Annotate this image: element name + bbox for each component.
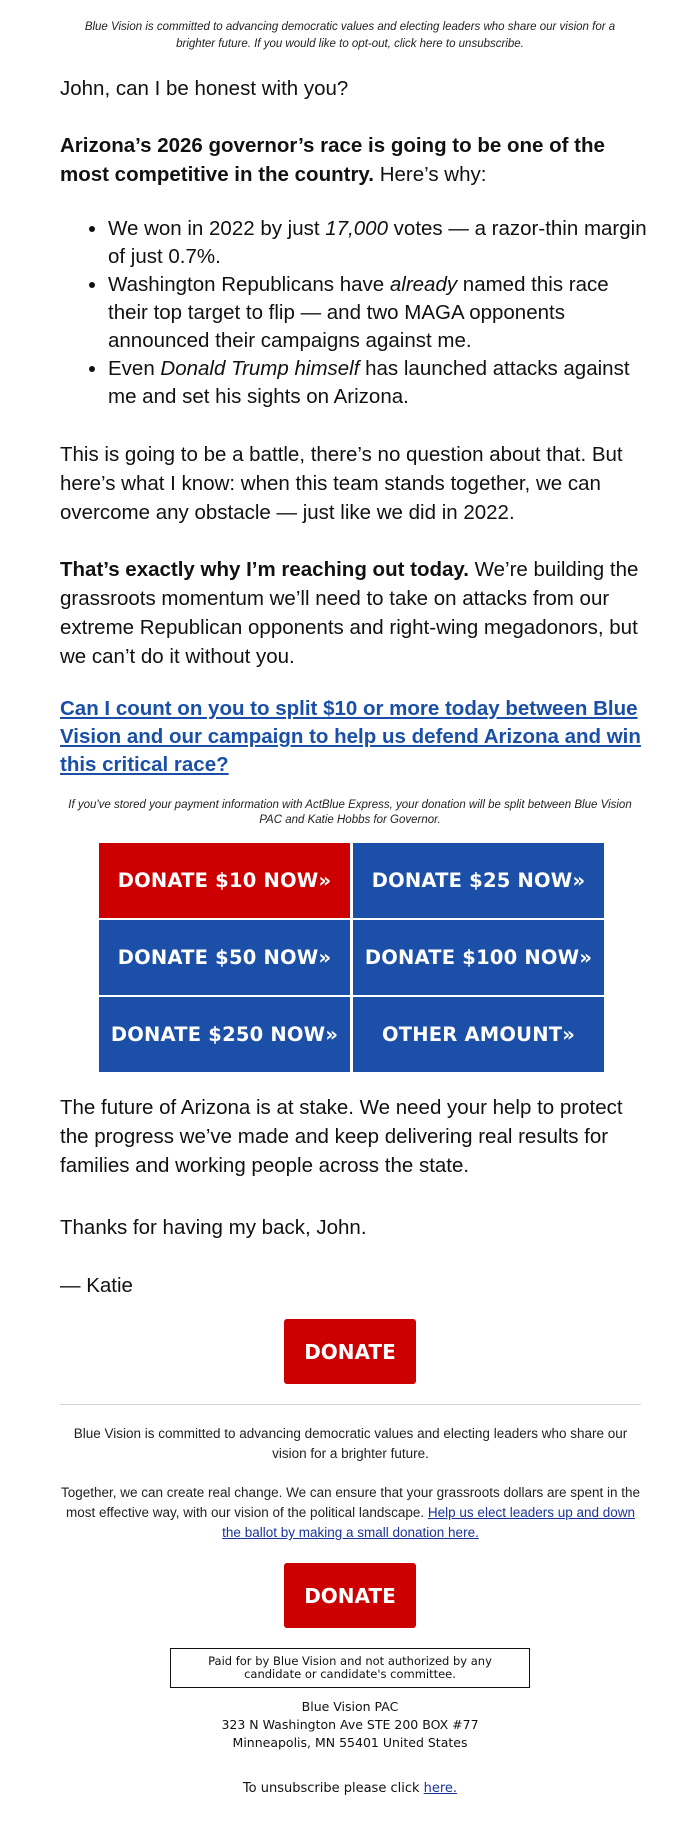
list-item: • Washington Republicans have already named this race their top target to flip — and two MAGA opponents announced their campaigns against me. [108,271,650,355]
donate-button[interactable]: DONATE [284,1319,416,1384]
org-name: Blue Vision PAC [301,1699,399,1714]
donate-25-button[interactable]: DONATE $25 NOW» [353,843,604,918]
footer-divider [60,1404,641,1405]
footer-mission: Blue Vision is committed to advancing democratic values and electing leaders who share our vision for a brighter future. [73,1426,628,1461]
donate-button-grid [99,843,604,1071]
reaching-bold: That’s exactly why I’m reaching out today. [60,558,469,581]
list-item: • We won in 2022 by just 17,000 votes — a razor-thin margin of just 0.7%. [108,215,650,271]
future-paragraph: The future of Arizona is at stake. We need your help to protect the progress we’ve made and keep delivering real results for families and working people across the state. [60,1096,623,1177]
signoff: — Katie [60,1274,133,1297]
donate-cta-link[interactable]: Can I count on you to split $10 or more today between Blue Vision and our campaign to help us defend Arizona and win this critical race? [60,697,641,776]
address-line-2: Minneapolis, MN 55401 United States [232,1735,468,1750]
list-item: • Even Donald Trump himself has launched attacks against me and set his sights on Arizona. [108,355,650,411]
donate-50-button[interactable]: DONATE $50 NOW» [99,920,350,995]
intro-bold: Arizona’s 2026 governor’s race is going to be one of the most competitive in the country. [60,134,605,186]
footer-donate-button[interactable]: DONATE [284,1563,416,1628]
reasons-list [60,215,650,411]
intro-paragraph [60,131,650,189]
unsubscribe-line: To unsubscribe please click here. [242,1781,458,1796]
reaching-rest: We’re building the grassroots momentum we’ll need to take on attacks from our extreme Republican opponents and right-wing megadonors, but we can’t do it without you. [60,558,639,668]
donate-10-button[interactable]: DONATE $10 NOW» [99,843,350,918]
intro-rest: Here’s why: [374,163,487,186]
greeting: John, can I be honest with you? [60,77,349,100]
footer-pitch: Together, we can create real change. We can ensure that your grassroots dollars are spent in the most effective way, with our vision of the political landscape. Help us elect leaders up and down the ballot by making a small donation here. [60,1485,641,1540]
mailing-address [150,1698,550,1752]
other-amount-button[interactable]: OTHER AMOUNT» [353,997,604,1072]
paid-for-disclaimer: Paid for by Blue Vision and not authorized by any candidate or candidate's committee. [170,1648,530,1688]
preheader-text: Blue Vision is committed to advancing democratic values and electing leaders who share our vision for a brighter future. If you would like to opt-out, click here to unsubscribe. [84,21,616,50]
actblue-disclaimer: If you've stored your payment information with ActBlue Express, your donation will be split between Blue Vision PAC and Katie Hobbs for Governor. [68,799,632,826]
thanks-line: Thanks for having my back, John. [60,1216,367,1239]
battle-paragraph: This is going to be a battle, there’s no question about that. But here’s what I know: when this team stands together, we can overcome any obstacle — just like we did in 2022. [60,443,623,524]
unsubscribe-link[interactable]: here. [423,1781,458,1796]
address-line-1: 323 N Washington Ave STE 200 BOX #77 [221,1717,479,1732]
donate-100-button[interactable]: DONATE $100 NOW» [353,920,604,995]
footer-donate-link[interactable]: Help us elect leaders up and down the ballot by making a small donation here. [222,1505,636,1540]
donate-250-button[interactable]: DONATE $250 NOW» [99,997,350,1072]
reaching-paragraph [60,555,650,671]
